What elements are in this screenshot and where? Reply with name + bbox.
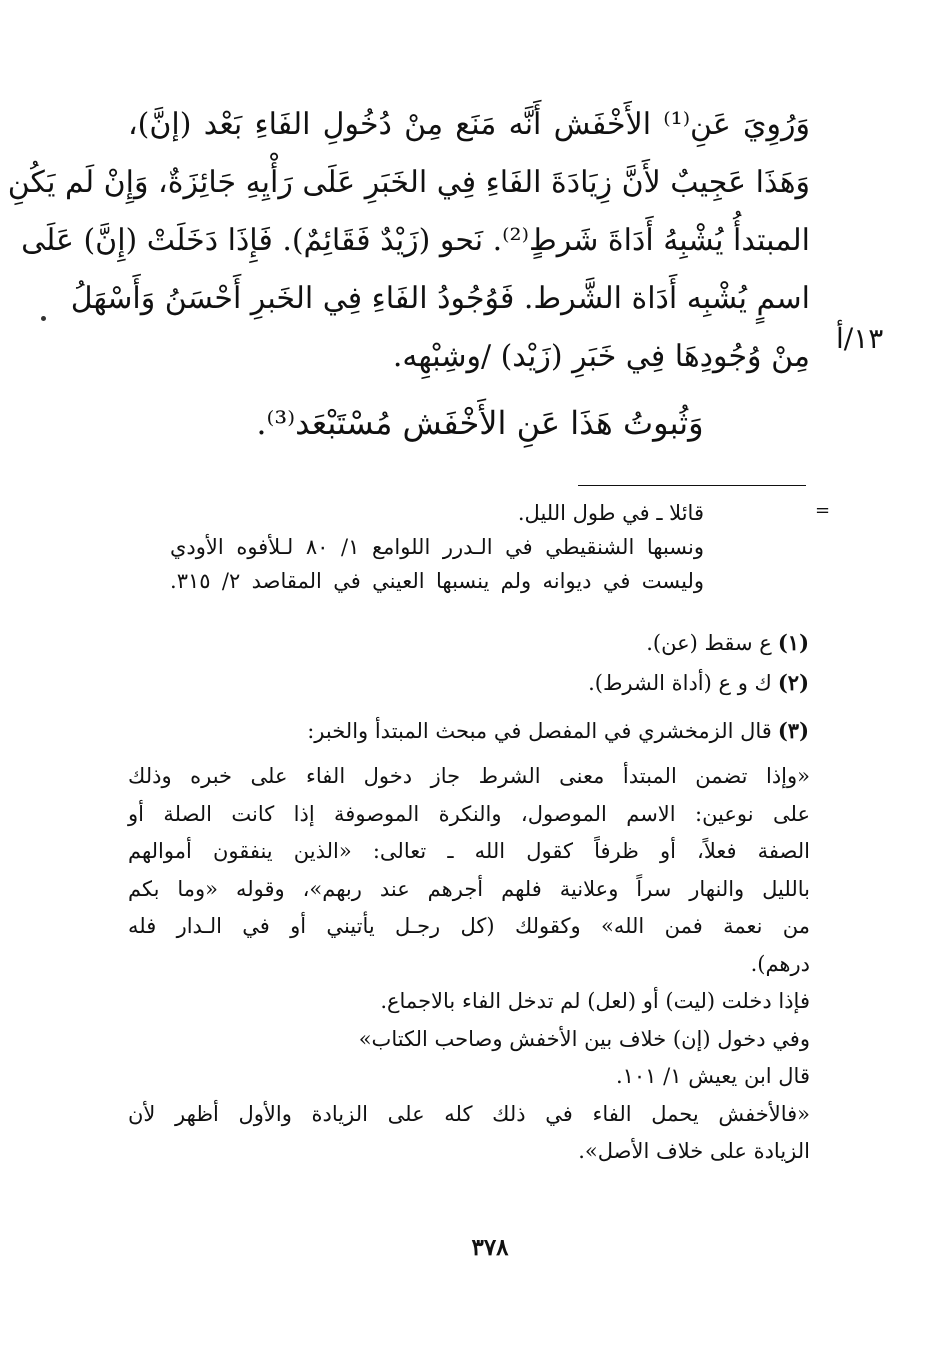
footnote-number: (٣) xyxy=(777,718,809,743)
main-line: المبتدأُ يُشْبِهُ أَدَاةَ شَرطٍ⁽²⁾. نَحو (زَيْدٌ فَقَائِمٌ). فَإِذَا دَخَلَتْ (إِنَّ) عَلَى xyxy=(21,223,810,258)
footnote-text: ع سقط (عن). xyxy=(646,631,772,655)
footnote-line: قائلا ـ في طول الليل. xyxy=(517,501,704,525)
footnote-line: من نعمة فمن الله» وكقولك (كل رجـل يأتيني أو في الـدار فله xyxy=(128,914,810,938)
footnote-line: ونسبها الشنقيطي في الـدرر اللوامع ١/ ٨٠ لـلأفوه الأودي xyxy=(170,535,704,559)
footnote-1 xyxy=(646,630,809,655)
footnote-3 xyxy=(307,718,809,743)
main-line: وَرُوِيَ عَنِ⁽¹⁾ الأَخْفَش أَنَّه مَنَع مِنْ دُخُولِ الفَاءِ بَعْد (إنَّ)، xyxy=(128,107,810,142)
footnote-number: (١) xyxy=(777,630,809,655)
main-line: مِنْ وُجُودِهَا فِي خَبَرِ (زَيْد) /وشِبْهِه. xyxy=(392,339,810,374)
main-line: وَهَذَا عَجِيبٌ لأَنَّ زِيَادَةَ الفَاءِ فِي الخَبَرِ عَلَى رَأْيِهِ جَائِزَةٌ، وَإِنْ لَم يَكُنِ xyxy=(7,165,810,200)
footnote-line: «فالأخفش يحمل الفاء في ذلك كله على الزيادة والأول أظهر لأن xyxy=(128,1101,810,1126)
footnote-line: الزيادة على خلاف الأصل». xyxy=(578,1139,810,1163)
footnote-line: درهم). xyxy=(750,951,810,976)
footnote-line: وليست في ديوانه ولم ينسبها العيني في المقاصد ٢/ ٣١٥. xyxy=(170,569,704,593)
main-closing-line: وَثُبوتُ هَذَا عَنِ الأَخْفَش مُسْتَبْعَد⁽³⁾. xyxy=(256,404,704,442)
ink-speck xyxy=(41,316,46,321)
footnote-2 xyxy=(588,670,809,695)
footnote-line: على نوعين: الاسم الموصول، والنكرة الموصوفة إذا كانت الصلة أو xyxy=(128,801,810,826)
manuscript-folio-reference: ١٣/أ xyxy=(836,322,884,355)
footnote-line: قال ابن يعيش ١/ ١٠١. xyxy=(615,1064,810,1088)
footnote-text: ك و ع (أداة الشرط). xyxy=(588,671,772,695)
main-text xyxy=(7,96,810,386)
footnote-3-quotation xyxy=(128,758,810,1171)
footnote-continuation xyxy=(170,496,704,598)
continuation-marker: = xyxy=(815,500,831,521)
page-number: ٣٧٨ xyxy=(471,1234,509,1261)
footnote-line: «وإذا تضمن المبتدأ معنى الشرط جاز دخول الفاء على خبره وذلك xyxy=(128,764,810,788)
footnote-line: وفي دخول (إن) خلاف بين الأخفش وصاحب الكتاب» xyxy=(358,1026,810,1051)
footnote-line: فإذا دخلت (ليت) أو (لعل) لم تدخل الفاء بالاجماع. xyxy=(380,989,810,1013)
footnote-line: بالليل والنهار سراً وعلانية فلهم أجرهم عند ربهم»، وقوله «وما بكم xyxy=(128,876,810,901)
footnote-separator xyxy=(578,485,806,486)
footnote-text: قال الزمخشري في المفصل في مبحث المبتدأ والخبر: xyxy=(307,719,772,743)
footnote-number: (٢) xyxy=(777,670,809,695)
main-line: اسمٍ يُشْبِه أَدَاة الشَّرط. فَوُجُودُ الفَاءِ فِي الخَبرِ أَحْسَنُ وَأَسْهَلُ xyxy=(70,281,810,316)
footnote-line: الصفة فعلاً، أو ظرفاً كقول الله ـ تعالى: «الذين ينفقون أموالهم xyxy=(128,839,810,863)
